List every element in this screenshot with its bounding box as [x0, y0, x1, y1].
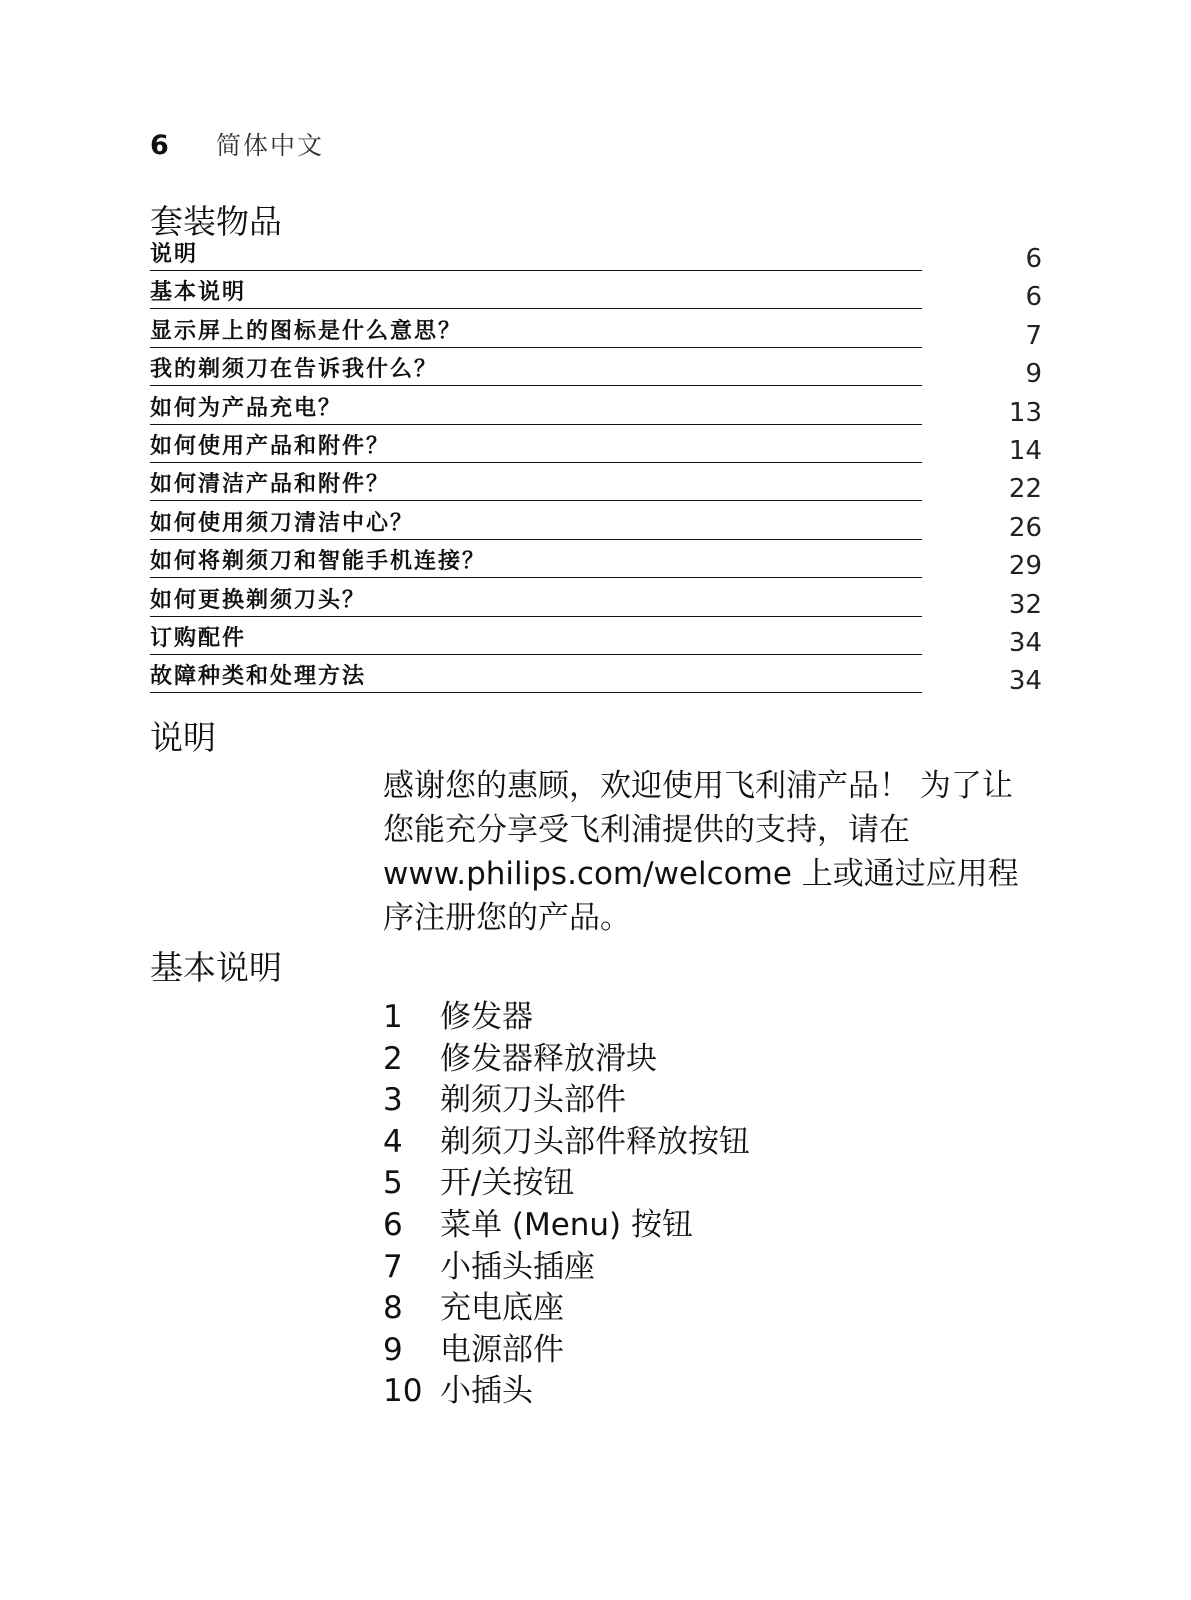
toc-entry-label: 如何将剃须刀和智能手机连接？	[150, 547, 922, 578]
part-number: 9	[383, 1331, 403, 1368]
part-number: 4	[383, 1123, 403, 1160]
toc-entry-label: 如何清洁产品和附件？	[150, 470, 922, 501]
part-number: 8	[383, 1290, 403, 1327]
toc-entry[interactable]	[150, 355, 1042, 393]
part-number: 3	[383, 1082, 403, 1119]
toc-entry-label: 订购配件	[150, 624, 922, 655]
part-label: 小插头	[440, 1373, 533, 1410]
toc-entry-page: 14	[1008, 435, 1042, 466]
introduction-heading: 说明	[150, 718, 216, 757]
toc-entry[interactable]	[150, 432, 1042, 470]
toc-entry-page: 26	[1008, 512, 1042, 543]
toc-entry-label: 显示屏上的图标是什么意思？	[150, 317, 922, 348]
toc-entry[interactable]	[150, 509, 1042, 547]
part-number: 5	[383, 1165, 403, 1202]
toc-entry-page: 22	[1008, 474, 1042, 505]
part-label: 开/关按钮	[440, 1165, 575, 1202]
toc-entry-label: 如何使用产品和附件？	[150, 432, 922, 463]
part-label: 修发器	[440, 999, 533, 1035]
toc-title: 套装物品	[150, 202, 282, 241]
part-label: 电源部件	[440, 1331, 564, 1368]
toc-entry-label: 如何使用须刀清洁中心？	[150, 509, 922, 540]
toc-entry-page: 6	[1025, 282, 1042, 313]
toc-entry[interactable]	[150, 470, 1042, 508]
part-label: 小插头插座	[440, 1248, 595, 1285]
toc-entry[interactable]	[150, 624, 1042, 662]
part-number: 6	[383, 1206, 403, 1243]
toc-entry-label: 基本说明	[150, 278, 922, 309]
toc-entry-page: 13	[1008, 397, 1042, 428]
toc-entry-page: 34	[1008, 627, 1042, 658]
part-label: 修发器释放滑块	[440, 1040, 657, 1077]
part-number: 10	[383, 1373, 423, 1410]
part-label: 剃须刀头部件	[440, 1082, 626, 1119]
toc-entry-page: 29	[1008, 551, 1042, 582]
toc-entry-page: 32	[1008, 589, 1042, 620]
toc-entry[interactable]	[150, 278, 1042, 316]
toc-entry-label: 故障种类和处理方法	[150, 662, 922, 693]
toc-entry[interactable]	[150, 547, 1042, 585]
page-language: 简体中文	[216, 131, 325, 160]
table-of-contents	[150, 240, 1042, 701]
toc-entry[interactable]	[150, 240, 1042, 278]
toc-entry-label: 如何更换剃须刀头？	[150, 586, 922, 617]
toc-entry-label: 说明	[150, 240, 922, 271]
part-number: 7	[383, 1248, 403, 1285]
part-number: 1	[383, 999, 403, 1035]
toc-entry[interactable]	[150, 586, 1042, 624]
toc-entry-page: 9	[1025, 359, 1042, 390]
part-label: 剃须刀头部件释放按钮	[440, 1123, 750, 1160]
toc-entry[interactable]	[150, 317, 1042, 355]
toc-entry-page: 7	[1025, 320, 1042, 351]
toc-entry-label: 我的剃须刀在告诉我什么？	[150, 355, 922, 386]
toc-entry-page: 34	[1008, 666, 1042, 697]
part-number: 2	[383, 1040, 403, 1077]
introduction-text: 感谢您的惠顾，欢迎使用飞利浦产品！ 为了让您能充分享受飞利浦提供的支持，请在 www.philips.com/welcome 上或通过应用程序注册您的产品。	[383, 768, 1019, 936]
toc-entry-label: 如何为产品充电？	[150, 394, 922, 425]
toc-entry[interactable]	[150, 394, 1042, 432]
part-label: 充电底座	[440, 1290, 564, 1327]
general-description-heading: 基本说明	[150, 948, 282, 987]
toc-entry-page: 6	[1025, 244, 1042, 274]
part-label: 菜单 (Menu) 按钮	[440, 1206, 694, 1243]
page-number: 6	[150, 130, 169, 161]
toc-entry[interactable]	[150, 662, 1042, 700]
